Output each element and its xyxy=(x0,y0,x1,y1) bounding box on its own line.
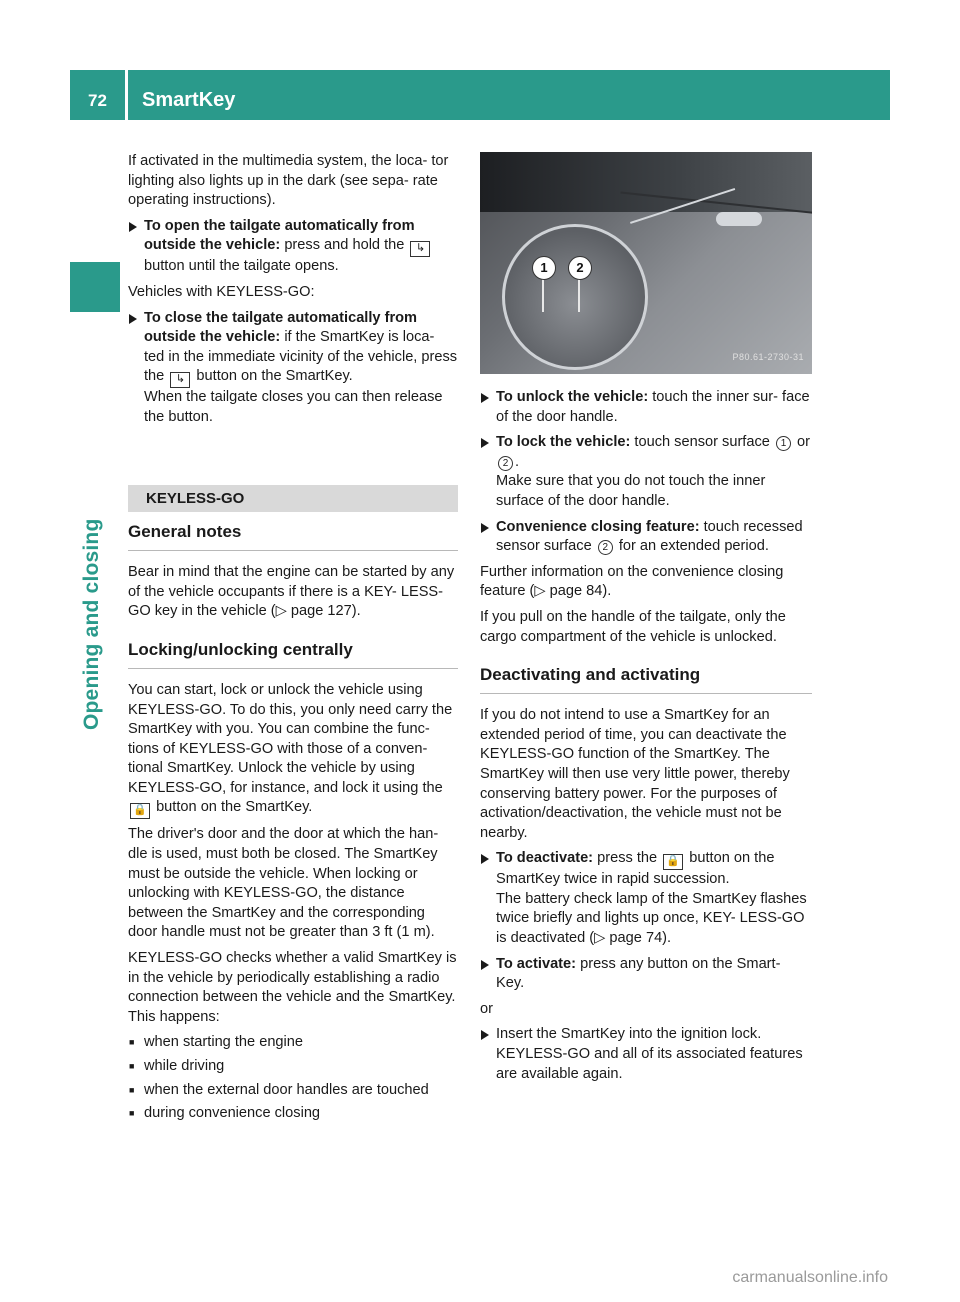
header-title: SmartKey xyxy=(142,89,236,112)
deactivating-paragraph: If you do not intend to use a SmartKey for an extended period of time, you can deactivate the KEYLESS-GO function of the SmartKey. The SmartKey will then use very little power, thereby conserving battery power. For the purposes of activation/deactivation, the vehicle must not be nearby. xyxy=(480,707,790,841)
section-title: KEYLESS-GO xyxy=(128,485,458,513)
step-deactivate-a: press the xyxy=(597,850,658,867)
step-open-tailgate-a: press and hold the xyxy=(284,237,405,254)
step-close-tailgate-a: if the SmartKey is loca- ted in the immediate vicinity of the vehicle, press the xyxy=(144,329,458,385)
door-handle-photo xyxy=(480,152,812,374)
locking-heading: Locking/unlocking centrally xyxy=(128,640,458,669)
step-unlock xyxy=(480,388,812,427)
step-convenience-b: for an extended period. xyxy=(618,538,769,555)
general-notes-text: Bear in mind that the engine can be started by any of the vehicle occupants if there is a KEY- LESS-GO key in the vehicle (▷ page 127). xyxy=(128,564,455,620)
list-item: ■ when the external door handles are touched xyxy=(128,1081,458,1101)
side-label xyxy=(80,518,112,730)
step-convenience-a: touch recessed sensor surface xyxy=(496,518,803,555)
step-deactivate-bold: To deactivate: xyxy=(496,850,594,867)
photo-zoom-circle xyxy=(502,224,648,370)
locking-p1-a: You can start, lock or unlock the vehicle using KEYLESS-GO. To do this, you only need carry the SmartKey with you. You can combine the func- tions of KEYLESS-GO with those of a conven- tional SmartKey. Unlock the vehicle by using KEYLESS-GO, for instance, and lock it using the xyxy=(128,681,453,796)
photo-marker-line-1 xyxy=(542,278,544,312)
tailgate-pull-text: If you pull on the handle of the tailgate, only the cargo compartment of the vehicle is unlocked. xyxy=(480,608,786,645)
step-deactivate-c: The battery check lamp of the SmartKey flashes twice briefly and lights up once, KEY- LESS-GO is deactivated (▷ page 74). xyxy=(496,890,807,947)
side-tab-box xyxy=(70,262,120,312)
step-activate xyxy=(480,955,812,994)
step-open-tailgate-bold: To open the tailgate automatically from outside the vehicle: xyxy=(144,217,415,254)
step-lock-note: Make sure that you do not touch the inner surface of the door handle. xyxy=(496,473,766,509)
step-close-tailgate-b: button on the SmartKey. xyxy=(196,368,353,385)
list-item: ■ while driving xyxy=(128,1057,458,1077)
step-close-tailgate xyxy=(128,309,458,428)
tailgate-icon: ↳ xyxy=(170,372,190,388)
circled-number-2: 2 xyxy=(498,456,513,471)
intro-text: If activated in the multimedia system, the loca- tor lighting also lights up in the dark (see sepa- rate operating instructions). xyxy=(128,153,449,209)
locking-paragraph-3: KEYLESS-GO checks whether a valid SmartKey is in the vehicle by periodically establishing a radio connection between the vehicle and the SmartKey. This happens: xyxy=(128,950,457,1025)
header-bar xyxy=(128,70,890,120)
list-item: ■ during convenience closing xyxy=(128,1104,458,1124)
step-open-tailgate-b: button until the tailgate opens. xyxy=(144,258,339,275)
left-column xyxy=(128,152,458,1128)
step-lock-bold: To lock the vehicle: xyxy=(496,434,631,451)
step-insert xyxy=(480,1025,812,1084)
photo-code: P80.61-2730-31 xyxy=(732,352,804,363)
photo-window xyxy=(480,152,812,212)
step-lock-a: touch sensor surface xyxy=(634,434,770,451)
page-number-box xyxy=(70,70,125,120)
locking-paragraph-1 xyxy=(128,681,458,820)
step-lock-b: or xyxy=(797,434,811,451)
step-close-tailgate-c: When the tailgate closes you can then release the button. xyxy=(144,389,443,425)
general-notes-heading: General notes xyxy=(128,522,458,551)
deactivating-heading: Deactivating and activating xyxy=(480,665,812,694)
photo-marker-line-2 xyxy=(578,278,580,312)
or-text: or xyxy=(480,1000,493,1017)
step-open-tailgate xyxy=(128,217,458,277)
side-label-text: Opening and closing xyxy=(80,518,103,730)
step-insert-b: KEYLESS-GO and all of its associated features are available again. xyxy=(496,1046,803,1082)
locking-paragraph-2: The driver's door and the door at which the han- dle is used, must both be closed. The SmartKey must be outside the vehicle. When locking or unlocking with KEYLESS-GO, the distance between the SmartKey and the corresponding door handle must not be greater than 3 ft (1 m). xyxy=(128,826,439,941)
step-unlock-bold: To unlock the vehicle: xyxy=(496,389,649,405)
locking-p1-b: button on the SmartKey. xyxy=(156,799,313,816)
step-unlock-text: touch the inner sur- face of the door handle. xyxy=(496,389,810,425)
lock-icon: 🔒 xyxy=(130,803,150,819)
step-deactivate-b: button on the SmartKey twice in rapid succession. xyxy=(496,850,775,888)
step-convenience xyxy=(480,518,812,557)
step-convenience-bold: Convenience closing feature: xyxy=(496,518,700,535)
photo-door-handle xyxy=(716,212,762,226)
step-lock-c: . xyxy=(515,453,520,470)
step-activate-bold: To activate: xyxy=(496,955,577,972)
tailgate-icon: ↳ xyxy=(410,241,430,257)
step-close-tailgate-bold: To close the tailgate automatically from outside the vehicle: xyxy=(144,309,418,346)
step-insert-a: Insert the SmartKey into the ignition lock. xyxy=(496,1026,762,1043)
watermark: carmanualsonline.info xyxy=(732,1269,888,1287)
further-info-text: Further information on the convenience closing feature (▷ page 84). xyxy=(480,563,784,600)
photo-label-2: 2 xyxy=(568,256,592,280)
step-deactivate xyxy=(480,849,812,948)
circled-number-2: 2 xyxy=(598,540,613,555)
circled-number-1: 1 xyxy=(776,436,791,451)
step-activate-text: press any button on the Smart- Key. xyxy=(496,955,781,992)
step-lock xyxy=(480,433,812,511)
page-number: 72 xyxy=(88,91,107,111)
list-item: ■ when starting the engine xyxy=(128,1033,458,1053)
lock-icon: 🔒 xyxy=(663,854,683,870)
right-column xyxy=(480,152,812,1090)
photo-label-1: 1 xyxy=(532,256,556,280)
vehicles-with-label: Vehicles with KEYLESS-GO: xyxy=(128,283,315,300)
